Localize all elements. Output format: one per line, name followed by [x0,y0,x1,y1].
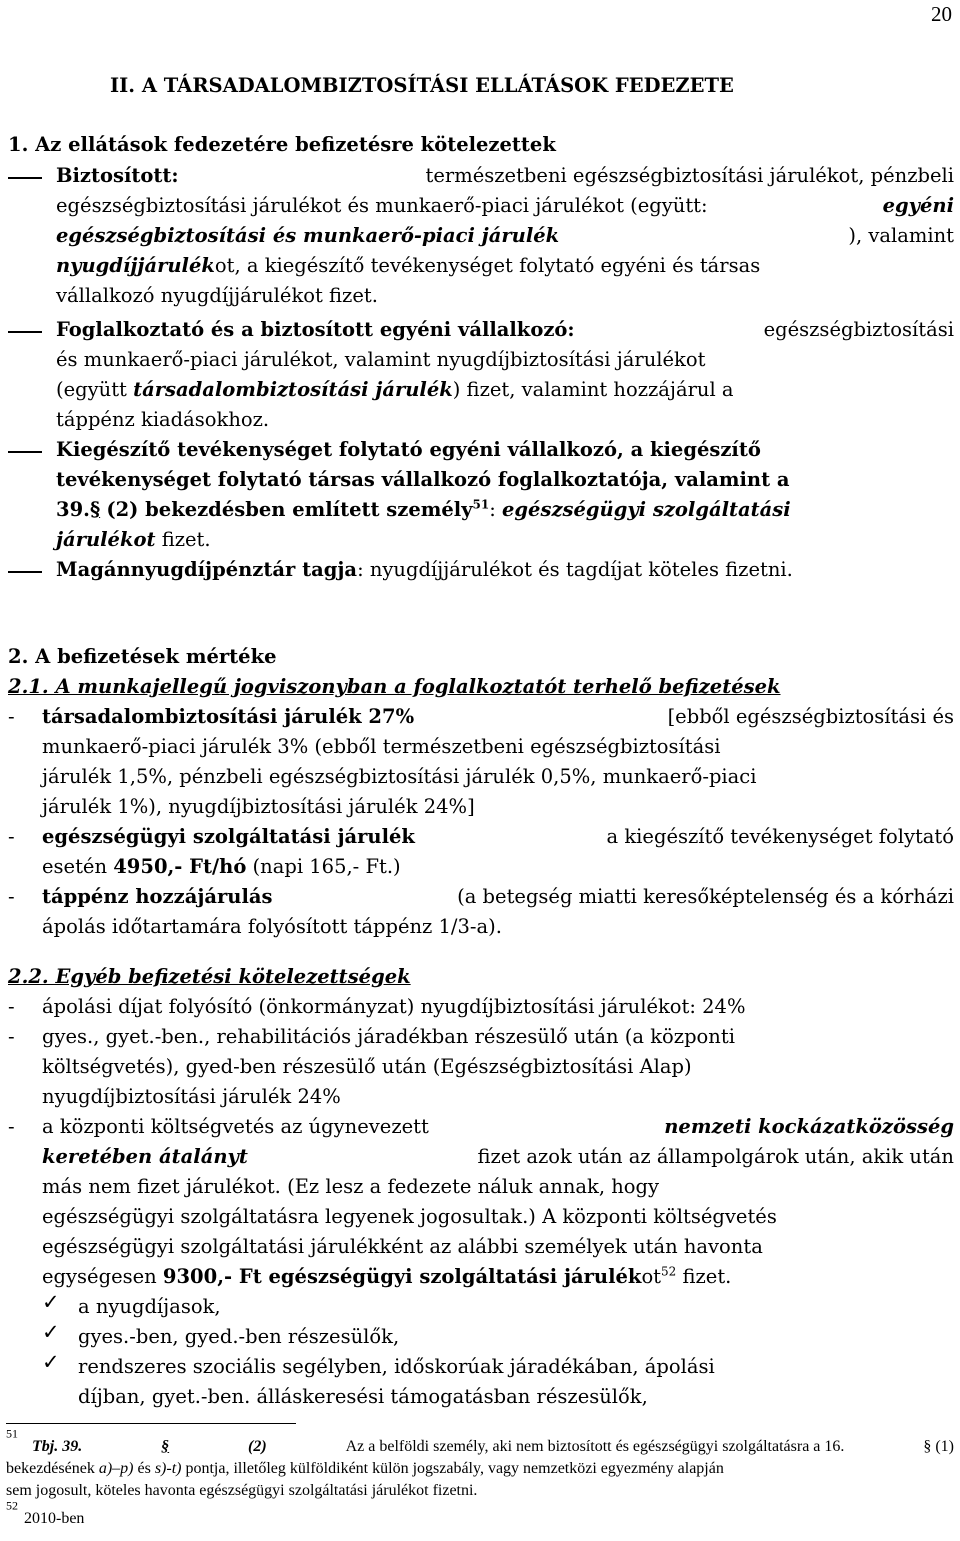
paragraph-line: vállalkozó nyugdíjjárulékot fizet. [56,284,378,307]
section-2-heading: 2. A befizetések mértéke [8,645,277,668]
paragraph-line: nyugdíjjárulékot, a kiegészítő tevékenységet folytató egyéni és társas [56,254,761,277]
paragraph-line: járulék 1,5%, pénzbeli egészségbiztosítási járulék 0,5%, munkaerő-piaci [42,765,757,788]
list-marker: - [8,1115,15,1138]
paragraph-line: egységesen 9300,- Ft egészségügyi szolgáltatási járulékot$^{52}$ fizet. [42,1264,732,1288]
checklist-item: rendszeres szociális segélyben, időskorúak járadékában, ápolási [78,1355,715,1378]
paragraph-line: 39.§ (2) bekezdésben említett személy$^{51}$: egészségügyi szolgáltatási [56,497,791,521]
paragraph-line: gyes., gyet.-ben., rehabilitációs járadékban részesülő után (a központi [42,1025,735,1048]
paragraph-line: társadalombiztosítási járulék 27% [ebből egészségbiztosítási és [42,705,954,728]
bullet-dash [8,331,42,333]
bullet-dash [8,571,42,573]
paragraph-line: egészségügyi szolgáltatási járulékként az alábbi személyek után havonta [42,1235,763,1258]
footnote-number: 51 [6,1426,18,1441]
paragraph-line: nyugdíjbiztosítási járulék 24% [42,1085,341,1108]
checkmark-icon: ✓ [42,1290,60,1314]
paragraph-line: egészségügyi szolgáltatási járulék a kiegészítő tevékenységet folytató [42,825,954,848]
paragraph-line: járulékot fizet. [56,528,211,551]
paragraph-line: járulék 1%), nyugdíjbiztosítási járulék 24%] [42,795,475,818]
list-marker: - [8,995,15,1018]
footnote-51-line: bekezdésének a)–p) és s)-t) pontja, illetőleg külföldiként külön jogszabály, vagy nemzetközi egyezmény alapján [6,1460,724,1477]
paragraph-line: Foglalkoztató és a biztosított egyéni vállalkozó: egészségbiztosítási [56,318,954,341]
paragraph-line: Kiegészítő tevékenységet folytató egyéni vállalkozó, a kiegészítő [56,438,761,461]
checklist-item: a nyugdíjasok, [78,1295,221,1318]
chapter-title: II. A TÁRSADALOMBIZTOSÍTÁSI ELLÁTÁSOK FEDEZETE [110,74,734,97]
list-marker: - [8,825,15,848]
footnote-51-line: Tbj. 39. § (2) Az a belföldi személy, aki nem biztosított és egészségügyi szolgáltatásra a 16. § (1) [32,1438,954,1455]
paragraph-line: keretében átalányt fizet azok után az állampolgárok után, akik után [42,1145,954,1168]
checklist-item: gyes.-ben, gyed.-ben részesülők, [78,1325,400,1348]
paragraph-line: táppénz hozzájárulás (a betegség miatti keresőképtelenség és a kórházi [42,885,954,908]
footnote-ref[interactable]: 51 [472,497,490,512]
paragraph-line: ápolási díjat folyósító (önkormányzat) nyugdíjbiztosítási járulékot: 24% [42,995,746,1018]
checkmark-icon: ✓ [42,1350,60,1374]
paragraph-line: ápolás időtartamára folyósított táppénz 1/3-a). [42,915,502,938]
page-number: 20 [931,2,952,26]
paragraph-line: és munkaerő-piaci járulékot, valamint nyugdíjbiztosítási járulékot [56,348,706,371]
paragraph-line: munkaerő-piaci járulék 3% (ebből természetbeni egészségbiztosítási [42,735,721,758]
paragraph-line: Biztosított: természetbeni egészségbiztosítási járulékot, pénzbeli [56,164,954,187]
paragraph-line: esetén 4950,- Ft/hó (napi 165,- Ft.) [42,855,401,878]
paragraph-line: egészségügyi szolgáltatásra legyenek jogosultak.) A központi költségvetés [42,1205,777,1228]
subsection-2-2-heading: 2.2. Egyéb befizetési kötelezettségek [8,965,411,988]
paragraph-line: tevékenységet folytató társas vállalkozó foglalkoztatója, valamint a [56,468,790,491]
checklist-item: díjban, gyet.-ben. álláskeresési támogatásban részesülők, [78,1385,648,1408]
footnote-ref[interactable]: 52 [661,1264,677,1279]
list-marker: - [8,885,15,908]
bullet-dash [8,177,42,179]
paragraph-line: egészségbiztosítási és munkaerő-piaci járulék ), valamint [56,224,954,247]
paragraph-line: költségvetés), gyed-ben részesülő után (Egészségbiztosítási Alap) [42,1055,692,1078]
paragraph-line: Magánnyugdíjpénztár tagja: nyugdíjjárulékot és tagdíjat köteles fizetni. [56,558,793,581]
list-marker: - [8,705,15,728]
paragraph-line: táppénz kiadásokhoz. [56,408,270,431]
footnote-52-line: 2010-ben [24,1510,85,1527]
list-marker: - [8,1025,15,1048]
bullet-dash [8,451,42,453]
checkmark-icon: ✓ [42,1320,60,1344]
paragraph-line: a központi költségvetés az úgynevezett nemzeti kockázatközösség [42,1115,954,1138]
paragraph-line: más nem fizet járulékot. (Ez lesz a fedezete náluk annak, hogy [42,1175,660,1198]
subsection-2-1-heading: 2.1. A munkajellegű jogviszonyban a foglalkoztatót terhelő befizetések [8,675,781,698]
paragraph-line: (együtt társadalombiztosítási járulék) fizet, valamint hozzájárul a [56,378,734,401]
footnote-number: 52 [6,1498,18,1513]
footnote-separator [6,1423,296,1424]
section-1-heading: 1. Az ellátások fedezetére befizetésre kötelezettek [8,133,556,156]
footnote-51-line: sem jogosult, köteles havonta egészségügyi szolgáltatási járulékot fizetni. [6,1482,478,1499]
paragraph-line: egészségbiztosítási járulékot és munkaerő-piaci járulékot (együtt: egyéni [56,194,954,217]
